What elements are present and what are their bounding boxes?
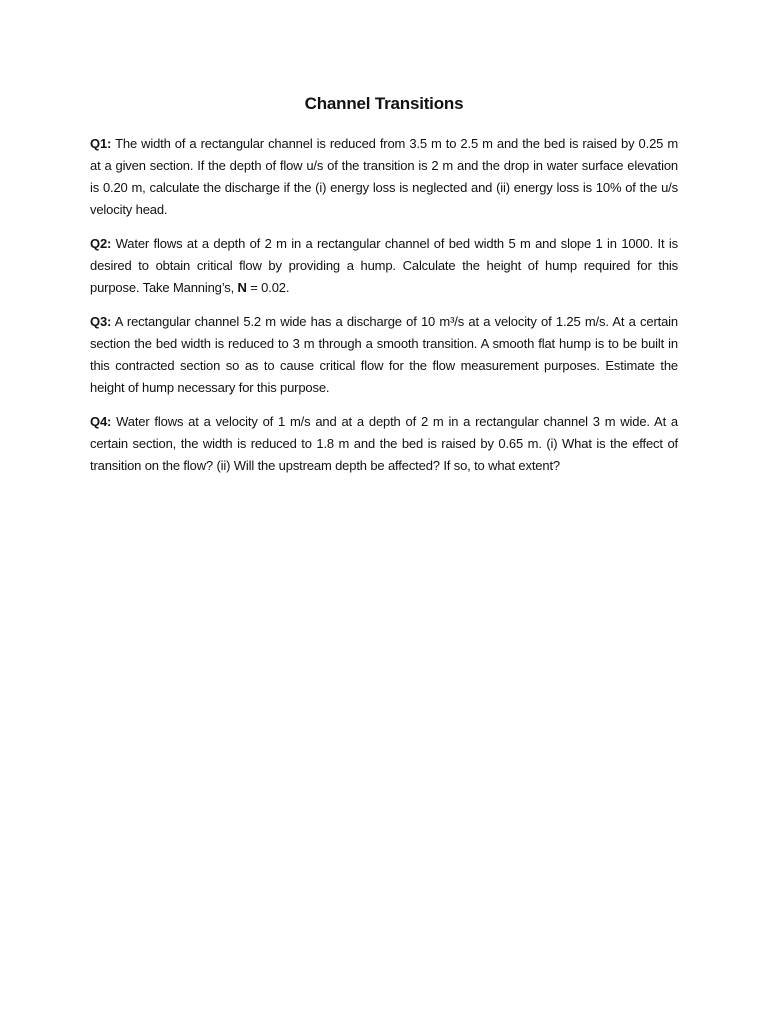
question-1 (90, 133, 678, 221)
question-2 (90, 233, 678, 299)
question-3 (90, 311, 678, 399)
question-3-text: A rectangular channel 5.2 m wide has a discharge of 10 m³/s at a velocity of 1.25 m/s. At a certain section the bed width is reduced to 3 m through a smooth transition. A smooth flat hump is to be built in this contracted section so as to cause critical flow for the flow measurement purposes. Estimate the height of hump necessary for this purpose. (90, 314, 678, 395)
question-4-text: Water flows at a velocity of 1 m/s and at a depth of 2 m in a rectangular channel 3 m wide. At a certain section, the width is reduced to 1.8 m and the bed is raised by 0.65 m. (i) What is the effect of transition on the flow? (ii) Will the upstream depth be affected? If so, to what extent? (90, 414, 678, 473)
question-1-label: Q1: (90, 136, 112, 151)
question-list (90, 133, 678, 489)
page-title: Channel Transitions (304, 94, 464, 113)
question-4-label: Q4: (90, 414, 112, 429)
question-3-label: Q3: (90, 314, 112, 329)
question-2-text-before: Water flows at a depth of 2 m in a rectangular channel of bed width 5 m and slope 1 in 1000. It is desired to obtain critical flow by providing a hump. Calculate the height of hump required for this purpose. Take Manning’s, (90, 236, 678, 295)
question-4 (90, 411, 678, 477)
question-1-text: The width of a rectangular channel is reduced from 3.5 m to 2.5 m and the bed is raised by 0.25 m at a given section. If the depth of flow u/s of the transition is 2 m and the drop in water surface elevation is 0.20 m, calculate the discharge if the (i) energy loss is neglected and (ii) energy loss is 10% of the u/s velocity head. (90, 136, 678, 217)
manning-n-symbol: N (237, 280, 247, 295)
question-2-label: Q2: (90, 236, 112, 251)
question-2-text-after: = 0.02. (246, 280, 290, 295)
